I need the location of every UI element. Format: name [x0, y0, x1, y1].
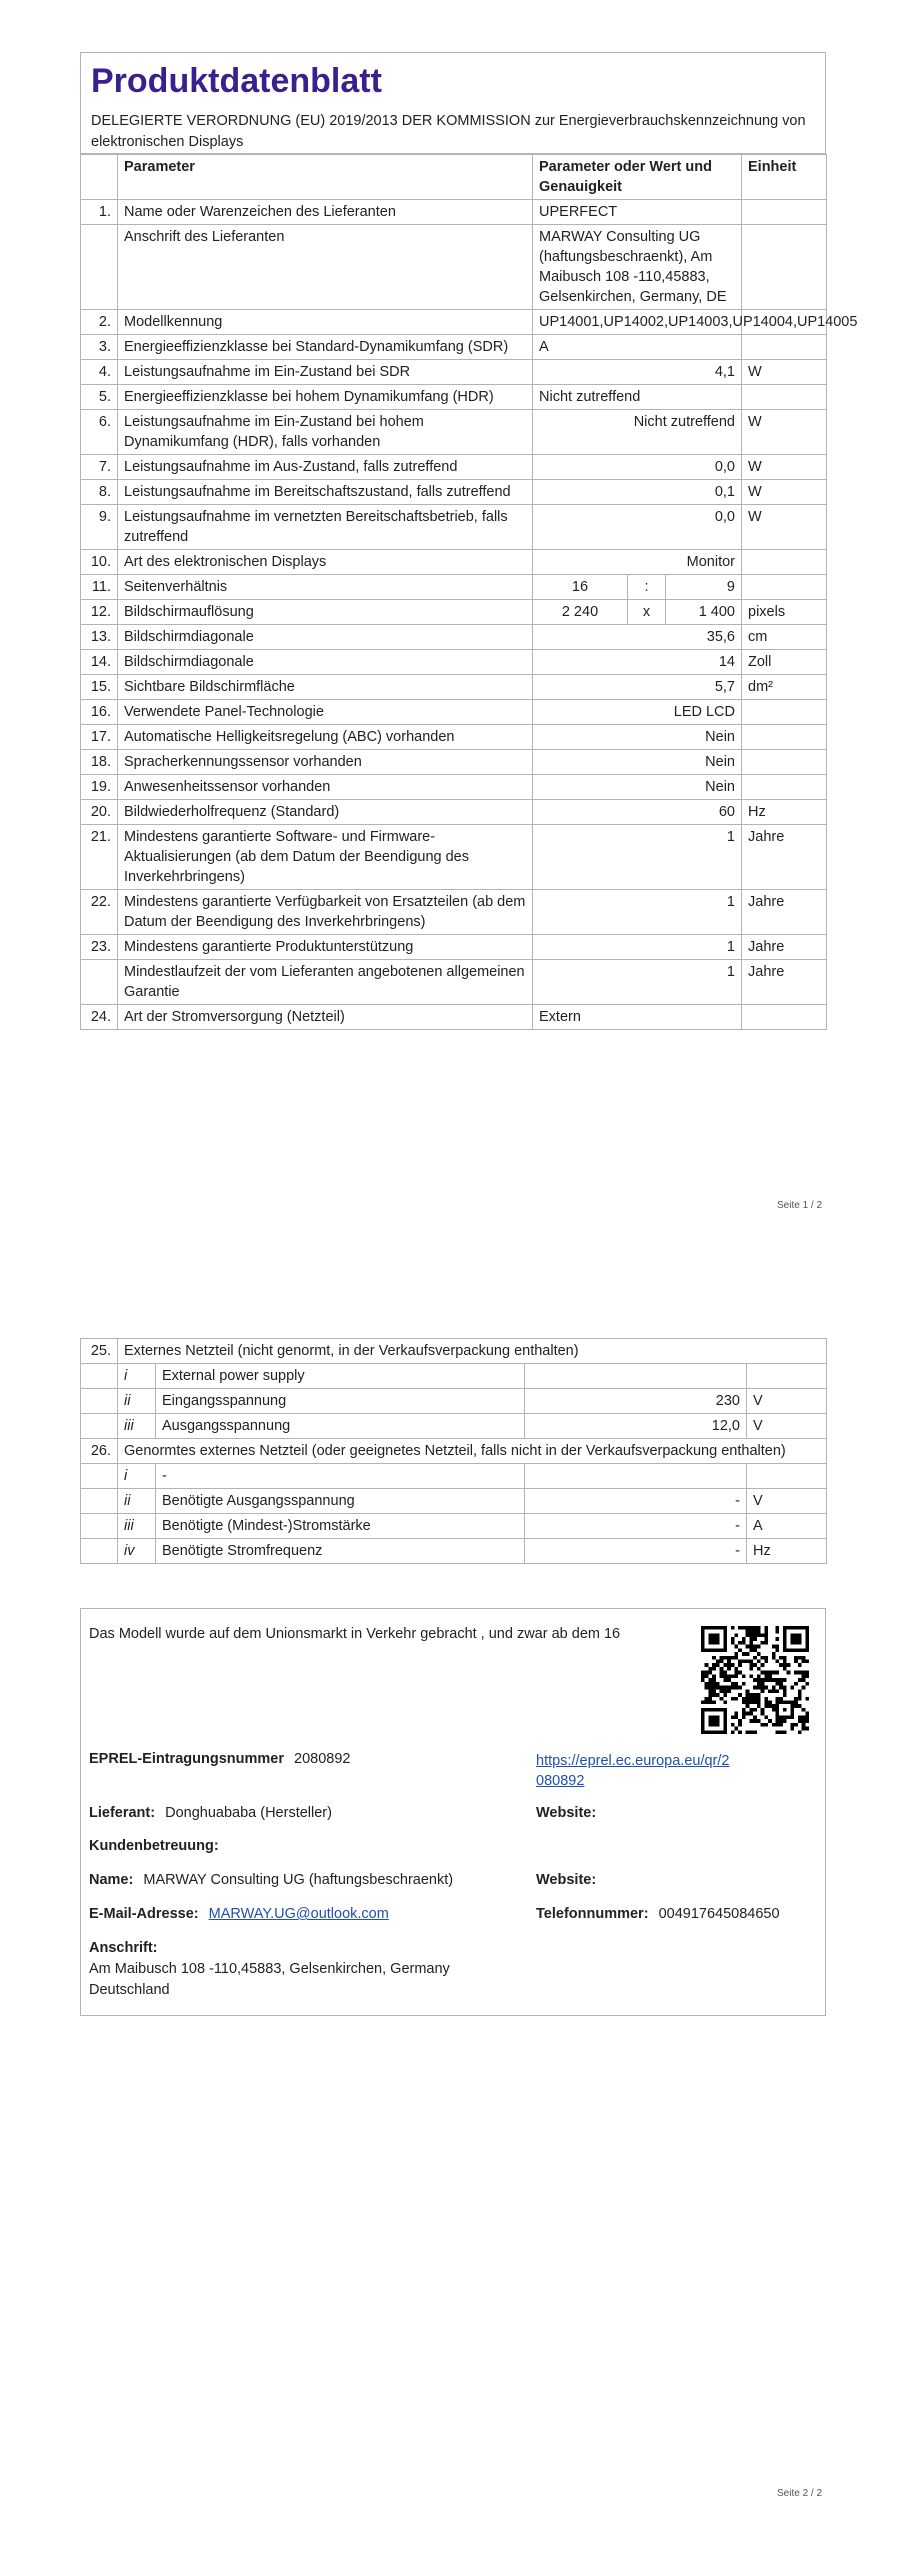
datasheet-page-2: [80, 1338, 826, 1564]
row-parameter: Benötigte (Mindest-)Stromstärke: [156, 1514, 525, 1539]
table-row: [81, 960, 827, 1005]
row-value: -: [525, 1514, 747, 1539]
row-parameter: Bildschirmdiagonale: [118, 650, 533, 675]
row-parameter: Leistungsaufnahme im Bereitschaftszustand, falls zutreffend: [118, 480, 533, 505]
row-value: [525, 1364, 747, 1389]
table-row: [81, 200, 827, 225]
row-index: i: [118, 1464, 156, 1489]
section-title: Genormtes externes Netzteil (oder geeignetes Netzteil, falls nicht in der Verkaufsverpackung enthalten): [118, 1439, 827, 1464]
row-number: 24.: [81, 1005, 118, 1030]
row-unit: W: [742, 505, 827, 550]
row-unit: pixels: [742, 600, 827, 625]
row-value: Nein: [533, 775, 742, 800]
row-spacer: [81, 1464, 118, 1489]
row-unit: Hz: [742, 800, 827, 825]
row-number: 16.: [81, 700, 118, 725]
row-number: 15.: [81, 675, 118, 700]
table-row: [81, 675, 827, 700]
row-value: Monitor: [533, 550, 742, 575]
row-value: 0,1: [533, 480, 742, 505]
row-number: 8.: [81, 480, 118, 505]
table-row: [81, 505, 827, 550]
row-value: MARWAY Consulting UG (haftungsbeschraenkt), Am Maibusch 108 -110,45883, Gelsenkirchen, Germany, DE: [533, 225, 742, 310]
row-unit: [742, 1005, 827, 1030]
page-number-2: Seite 2 / 2: [777, 2488, 823, 2499]
row-number: 7.: [81, 455, 118, 480]
header-parameter: Parameter: [118, 155, 533, 200]
row-spacer: [81, 1364, 118, 1389]
row-parameter: Art der Stromversorgung (Netzteil): [118, 1005, 533, 1030]
row-parameter: Bildschirmauflösung: [118, 600, 533, 625]
row-unit: Jahre: [742, 935, 827, 960]
row-number: 6.: [81, 410, 118, 455]
eprel-link[interactable]: https://eprel.ec.europa.eu/qr/2080892: [536, 1753, 730, 1789]
row-number: 22.: [81, 890, 118, 935]
table-row: [81, 410, 827, 455]
website2-label: Website:: [536, 1872, 597, 1888]
row-value: 1: [533, 935, 742, 960]
row-value-separator: :: [628, 575, 666, 600]
row-unit: Hz: [747, 1539, 827, 1564]
row-spacer: [81, 1539, 118, 1564]
row-parameter: Anwesenheitssensor vorhanden: [118, 775, 533, 800]
row-value: LED LCD: [533, 700, 742, 725]
row-parameter: Art des elektronischen Displays: [118, 550, 533, 575]
row-value: 0,0: [533, 505, 742, 550]
row-spacer: [81, 1414, 118, 1439]
header-value: Parameter oder Wert und Genauigkeit: [533, 155, 742, 200]
row-parameter: Verwendete Panel-Technologie: [118, 700, 533, 725]
row-value: Nein: [533, 725, 742, 750]
eprel-label: EPREL-Eintragungsnummer: [89, 1751, 284, 1767]
row-index: ii: [118, 1489, 156, 1514]
row-number: 21.: [81, 825, 118, 890]
row-unit: [747, 1364, 827, 1389]
table-row: [81, 650, 827, 675]
row-value: Nicht zutreffend: [533, 410, 742, 455]
row-value: 1: [533, 960, 742, 1005]
eprel-number: 2080892: [294, 1751, 351, 1767]
power-supply-table: [80, 1338, 827, 1564]
table-row: [81, 1389, 827, 1414]
row-unit: cm: [742, 625, 827, 650]
row-value: UPERFECT: [533, 200, 742, 225]
row-index: iv: [118, 1539, 156, 1564]
table-row: [81, 700, 827, 725]
row-number: 19.: [81, 775, 118, 800]
row-parameter: External power supply: [156, 1364, 525, 1389]
row-parameter: Modellkennung: [118, 310, 533, 335]
table-row: [81, 725, 827, 750]
table-row: [81, 750, 827, 775]
email-label: E-Mail-Adresse:: [89, 1906, 199, 1922]
row-value: 60: [533, 800, 742, 825]
row-unit: V: [747, 1389, 827, 1414]
row-number: 9.: [81, 505, 118, 550]
row-parameter: Bildwiederholfrequenz (Standard): [118, 800, 533, 825]
service-name-label: Name:: [89, 1872, 134, 1888]
row-parameter: Automatische Helligkeitsregelung (ABC) vorhanden: [118, 725, 533, 750]
row-parameter: Benötigte Ausgangsspannung: [156, 1489, 525, 1514]
table-row: [81, 600, 827, 625]
row-value: 1: [533, 825, 742, 890]
row-parameter: Mindestens garantierte Software- und Firmware-Aktualisierungen (ab dem Datum der Beendigung des Inverkehrbringens): [118, 825, 533, 890]
row-unit: W: [742, 360, 827, 385]
row-unit: [742, 550, 827, 575]
datasheet-page-1: [80, 52, 858, 1030]
row-number: 10.: [81, 550, 118, 575]
row-number: 1.: [81, 200, 118, 225]
supplier-label: Lieferant:: [89, 1805, 156, 1821]
row-value: 12,0: [525, 1414, 747, 1439]
table-row: [81, 480, 827, 505]
row-value-b: 1 400: [666, 600, 742, 625]
row-parameter: Sichtbare Bildschirmfläche: [118, 675, 533, 700]
section-26-row: [81, 1439, 827, 1464]
row-spacer: [81, 1389, 118, 1414]
row-unit: Zoll: [742, 650, 827, 675]
table-row: [81, 575, 827, 600]
row-unit: [742, 700, 827, 725]
service-name-value: MARWAY Consulting UG (haftungsbeschraenkt): [143, 1872, 454, 1888]
row-number: 5.: [81, 385, 118, 410]
row-unit: [742, 225, 827, 310]
row-value: Extern: [533, 1005, 742, 1030]
row-value: UP14001,UP14002,UP14003,UP14004,UP14005: [533, 310, 742, 335]
row-number: [81, 960, 118, 1005]
row-index: ii: [118, 1389, 156, 1414]
page-title: Produktdatenblatt: [91, 62, 382, 100]
table-row: [81, 455, 827, 480]
row-parameter: Mindestens garantierte Produktunterstützung: [118, 935, 533, 960]
row-parameter: Energieeffizienzklasse bei hohem Dynamikumfang (HDR): [118, 385, 533, 410]
row-number: 23.: [81, 935, 118, 960]
phone-label: Telefonnummer:: [536, 1906, 649, 1922]
table-header-row: [81, 155, 827, 200]
website-label: Website:: [536, 1805, 597, 1821]
row-value: 5,7: [533, 675, 742, 700]
row-unit: V: [747, 1414, 827, 1439]
row-unit: W: [742, 410, 827, 455]
table-row: [81, 825, 827, 890]
row-number: 17.: [81, 725, 118, 750]
table-row: [81, 1489, 827, 1514]
table-row: [81, 385, 827, 410]
row-unit: W: [742, 455, 827, 480]
row-value: -: [525, 1539, 747, 1564]
customer-service-label: Kundenbetreuung:: [89, 1838, 219, 1854]
row-value: 4,1: [533, 360, 742, 385]
table-row: [81, 1539, 827, 1564]
table-row: [81, 360, 827, 385]
row-parameter: Leistungsaufnahme im vernetzten Bereitschaftsbetrieb, falls zutreffend: [118, 505, 533, 550]
row-number: 14.: [81, 650, 118, 675]
row-parameter: Anschrift des Lieferanten: [118, 225, 533, 310]
row-number: 11.: [81, 575, 118, 600]
row-index: iii: [118, 1514, 156, 1539]
row-parameter: Name oder Warenzeichen des Lieferanten: [118, 200, 533, 225]
address-line-2: Deutschland: [89, 1982, 170, 1998]
row-parameter: Leistungsaufnahme im Aus-Zustand, falls zutreffend: [118, 455, 533, 480]
row-parameter: Ausgangsspannung: [156, 1414, 525, 1439]
qr-code-icon: [701, 1626, 809, 1734]
row-unit: Jahre: [742, 825, 827, 890]
table-row: [81, 800, 827, 825]
title-box: [80, 52, 826, 154]
row-unit: [742, 750, 827, 775]
table-row: [81, 775, 827, 800]
row-parameter: Mindestens garantierte Verfügbarkeit von Ersatzteilen (ab dem Datum der Beendigung des Inverkehrbringens): [118, 890, 533, 935]
row-value-a: 16: [533, 575, 628, 600]
table-row: [81, 1414, 827, 1439]
row-value: 1: [533, 890, 742, 935]
table-row: [81, 1005, 827, 1030]
row-unit: V: [747, 1489, 827, 1514]
row-index: iii: [118, 1414, 156, 1439]
row-value: A: [533, 335, 742, 360]
row-number: 13.: [81, 625, 118, 650]
table-row: [81, 310, 827, 335]
row-value: [525, 1464, 747, 1489]
row-index: i: [118, 1364, 156, 1389]
row-unit: [742, 385, 827, 410]
row-unit: [742, 775, 827, 800]
section-25-row: [81, 1339, 827, 1364]
address-line-1: Am Maibusch 108 -110,45883, Gelsenkirchen, Germany: [89, 1961, 450, 1977]
market-info-box: [80, 1608, 826, 2016]
table-row: [81, 550, 827, 575]
row-parameter: Spracherkennungssensor vorhanden: [118, 750, 533, 775]
table-row: [81, 935, 827, 960]
row-value-a: 2 240: [533, 600, 628, 625]
row-value: 230: [525, 1389, 747, 1414]
table-row: [81, 625, 827, 650]
row-number: 12.: [81, 600, 118, 625]
row-parameter: Mindestlaufzeit der vom Lieferanten angebotenen allgemeinen Garantie: [118, 960, 533, 1005]
row-unit: [742, 575, 827, 600]
parameter-table: [80, 154, 858, 1030]
row-value: 35,6: [533, 625, 742, 650]
supplier-value: Donghuababa (Hersteller): [165, 1805, 332, 1821]
row-value: Nein: [533, 750, 742, 775]
table-row: [81, 1514, 827, 1539]
table-row: [81, 1364, 827, 1389]
row-number: 20.: [81, 800, 118, 825]
row-number: 4.: [81, 360, 118, 385]
row-unit: A: [747, 1514, 827, 1539]
row-unit: Jahre: [742, 960, 827, 1005]
market-date-text: Das Modell wurde auf dem Unionsmarkt in Verkehr gebracht , und zwar ab dem 16: [89, 1626, 621, 1642]
page-number-1: Seite 1 / 2: [777, 1200, 823, 1211]
row-spacer: [81, 1514, 118, 1539]
row-value: 14: [533, 650, 742, 675]
address-label: Anschrift:: [89, 1940, 158, 1956]
section-title: Externes Netzteil (nicht genormt, in der Verkaufsverpackung enthalten): [118, 1339, 827, 1364]
table-row: [81, 1464, 827, 1489]
row-unit: dm²: [742, 675, 827, 700]
table-row: [81, 335, 827, 360]
row-number: 18.: [81, 750, 118, 775]
row-parameter: Eingangsspannung: [156, 1389, 525, 1414]
phone-value: 004917645084650: [658, 1906, 780, 1922]
row-number: 3.: [81, 335, 118, 360]
row-value: Nicht zutreffend: [533, 385, 742, 410]
row-number: 2.: [81, 310, 118, 335]
row-number: [81, 225, 118, 310]
row-parameter: -: [156, 1464, 525, 1489]
row-unit: [742, 200, 827, 225]
row-spacer: [81, 1489, 118, 1514]
section-number: 26.: [81, 1439, 118, 1464]
row-unit: W: [742, 480, 827, 505]
row-value: 0,0: [533, 455, 742, 480]
regulation-subtitle: DELEGIERTE VERORDNUNG (EU) 2019/2013 DER KOMMISSION zur Energieverbrauchskennzeichnung von elektronischen Displays: [91, 113, 806, 150]
row-parameter: Leistungsaufnahme im Ein-Zustand bei hohem Dynamikumfang (HDR), falls vorhanden: [118, 410, 533, 455]
row-value-separator: x: [628, 600, 666, 625]
email-link[interactable]: MARWAY.UG@outlook.com: [208, 1906, 389, 1922]
row-parameter: Bildschirmdiagonale: [118, 625, 533, 650]
row-value: -: [525, 1489, 747, 1514]
row-unit: [742, 725, 827, 750]
row-unit: [747, 1464, 827, 1489]
header-unit: Einheit: [742, 155, 827, 200]
table-row: [81, 225, 827, 310]
row-parameter: Energieeffizienzklasse bei Standard-Dynamikumfang (SDR): [118, 335, 533, 360]
row-parameter: Benötigte Stromfrequenz: [156, 1539, 525, 1564]
section-number: 25.: [81, 1339, 118, 1364]
row-unit: Jahre: [742, 890, 827, 935]
table-row: [81, 890, 827, 935]
row-value-b: 9: [666, 575, 742, 600]
row-parameter: Leistungsaufnahme im Ein-Zustand bei SDR: [118, 360, 533, 385]
row-unit: [742, 335, 827, 360]
row-parameter: Seitenverhältnis: [118, 575, 533, 600]
